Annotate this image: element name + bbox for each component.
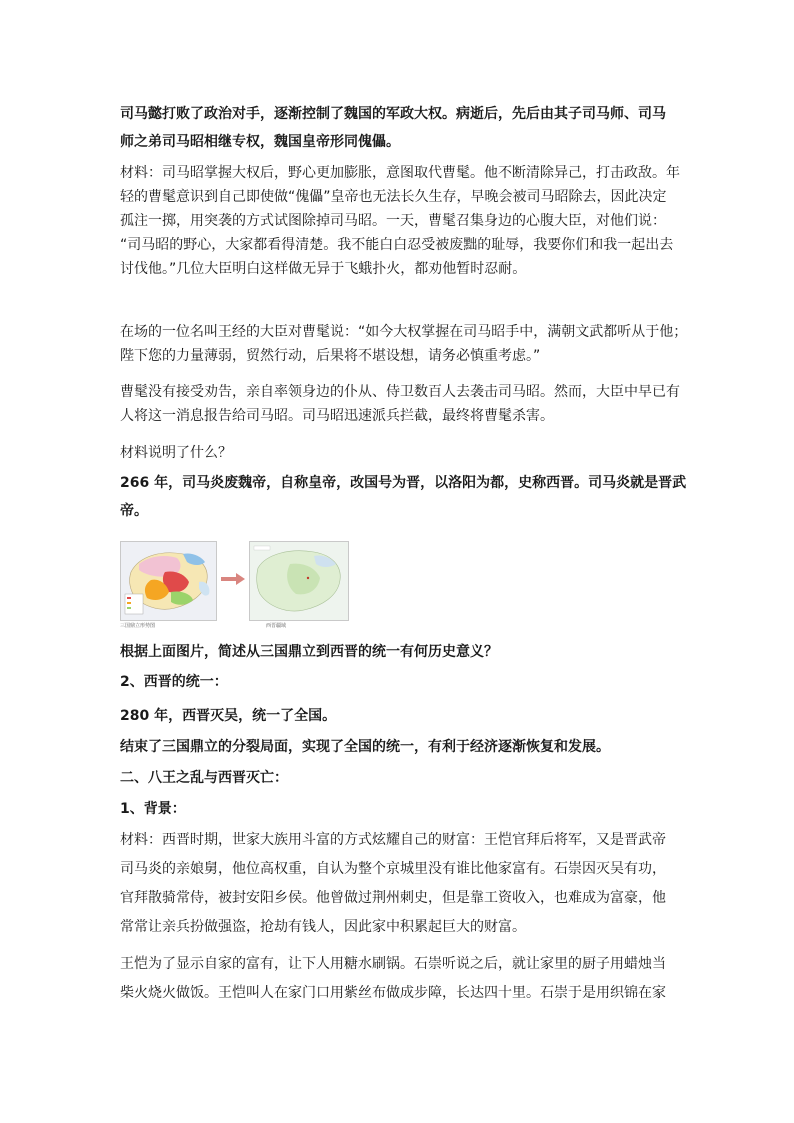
- heading-war-of-eight-princes: [120, 766, 676, 790]
- heading-background: [120, 797, 676, 821]
- western-jin-map: [249, 541, 349, 621]
- text-line: 司马炎的亲娘舅，他位高权重，自认为整个京城里没有谁比他家富有。石崇因灭吴有功，: [120, 861, 666, 877]
- text-line: 材料：司马昭掌握大权后，野心更加膨胀，意图取代曹髦。他不断清除异己，打击政敌。年: [120, 165, 680, 181]
- text-line: 曹髦没有接受劝告，亲自率领身边的仆从、侍卫数百人去袭击司马昭。然而，大臣中早已有: [120, 384, 680, 400]
- text-line: 陛下您的力量薄弱，贸然行动，后果将不堪设想，请务必慎重考虑。”: [120, 348, 541, 364]
- question-historical-significance: [120, 640, 676, 664]
- paragraph-sima-yi: [120, 100, 676, 156]
- text-line: 孤注一掷，用突袭的方式试图除掉司马昭。一天，曹髦召集身边的心腹大臣，对他们说：: [120, 213, 666, 229]
- text-line: “司马昭的野心，大家都看得清楚。我不能白白忍受被废黜的耻辱，我要你们和我一起出去: [120, 237, 674, 253]
- text-line: 二、八王之乱与西晋灭亡：: [120, 770, 288, 786]
- paragraph-jin-conquers-wu: [120, 704, 676, 728]
- paragraph-unification-significance: [120, 735, 676, 759]
- text-line: 师之弟司马昭相继专权，魏国皇帝形同傀儡。: [120, 134, 400, 150]
- three-kingdoms-map: [120, 541, 217, 621]
- text-line: 266 年，司马炎废魏帝，自称皇帝，改国号为晋，以洛阳为都，史称西晋。司马炎就是晋武: [120, 475, 687, 491]
- question-material-meaning: [120, 441, 676, 465]
- text-line: 人将这一消息报告给司马昭。司马昭迅速派兵拦截，最终将曹髦杀害。: [120, 408, 554, 424]
- text-line: 轻的曹髦意识到自己即使做“傀儡”皇帝也无法长久生存，早晚会被司马昭除去，因此决定: [120, 189, 667, 205]
- paragraph-wang-jing: [120, 320, 688, 368]
- maps-figure: [120, 541, 352, 631]
- text-line: 司马懿打败了政治对手，逐渐控制了魏国的军政大权。病逝后，先后由其子司马师、司马: [120, 106, 666, 122]
- paragraph-caomao-killed: [120, 380, 680, 428]
- text-line: 王恺为了显示自家的富有，让下人用糖水刷锅。石崇听说之后，就让家里的厨子用蜡烛当: [120, 956, 666, 972]
- paragraph-material-wealth-contest: [120, 826, 676, 942]
- text-line: 材料说明了什么？: [120, 445, 232, 461]
- western-jin-map-graphic: [250, 542, 348, 620]
- three-kingdoms-map-graphic: [121, 542, 216, 620]
- western-jin-map-caption: 西晋疆域: [266, 623, 287, 629]
- paragraph-wang-kai-shi-chong: [120, 950, 676, 1008]
- text-line: 官拜散骑常侍，被封安阳乡侯。他曾做过荆州刺史，但是靠工资收入，也难成为富豪，他: [120, 890, 666, 906]
- heading-western-jin-unification: [120, 670, 676, 694]
- text-line: 根据上面图片，简述从三国鼎立到西晋的统一有何历史意义？: [120, 644, 498, 660]
- text-line: 1、背景：: [120, 801, 186, 817]
- three-kingdoms-map-caption: 三国鼎立形势图: [120, 623, 156, 629]
- text-line: 讨伐他。”几位大臣明白这样做无异于飞蛾扑火，都劝他暂时忍耐。: [120, 261, 527, 277]
- text-line: 280 年，西晋灭吴，统一了全国。: [120, 708, 337, 724]
- transition-arrow-icon: [221, 573, 245, 585]
- text-line: 材料：西晋时期，世家大族用斗富的方式炫耀自己的财富：王恺官拜后将军，又是晋武帝: [120, 832, 666, 848]
- paragraph-material-caomao: [120, 161, 680, 281]
- text-line: 结束了三国鼎立的分裂局面，实现了全国的统一，有利于经济逐渐恢复和发展。: [120, 739, 610, 755]
- text-line: 帝。: [120, 503, 148, 519]
- paragraph-western-jin-founded: [120, 469, 687, 525]
- text-line: 在场的一位名叫王经的大臣对曹髦说：“如今大权掌握在司马昭手中，满朝文武都听从于他；: [120, 324, 688, 340]
- text-line: 2、西晋的统一：: [120, 674, 228, 690]
- text-line: 柴火烧火做饭。王恺叫人在家门口用紫丝布做成步障，长达四十里。石崇于是用织锦在家: [120, 985, 666, 1001]
- text-line: 常常让亲兵扮做强盗，抢劫有钱人，因此家中积累起巨大的财富。: [120, 919, 526, 935]
